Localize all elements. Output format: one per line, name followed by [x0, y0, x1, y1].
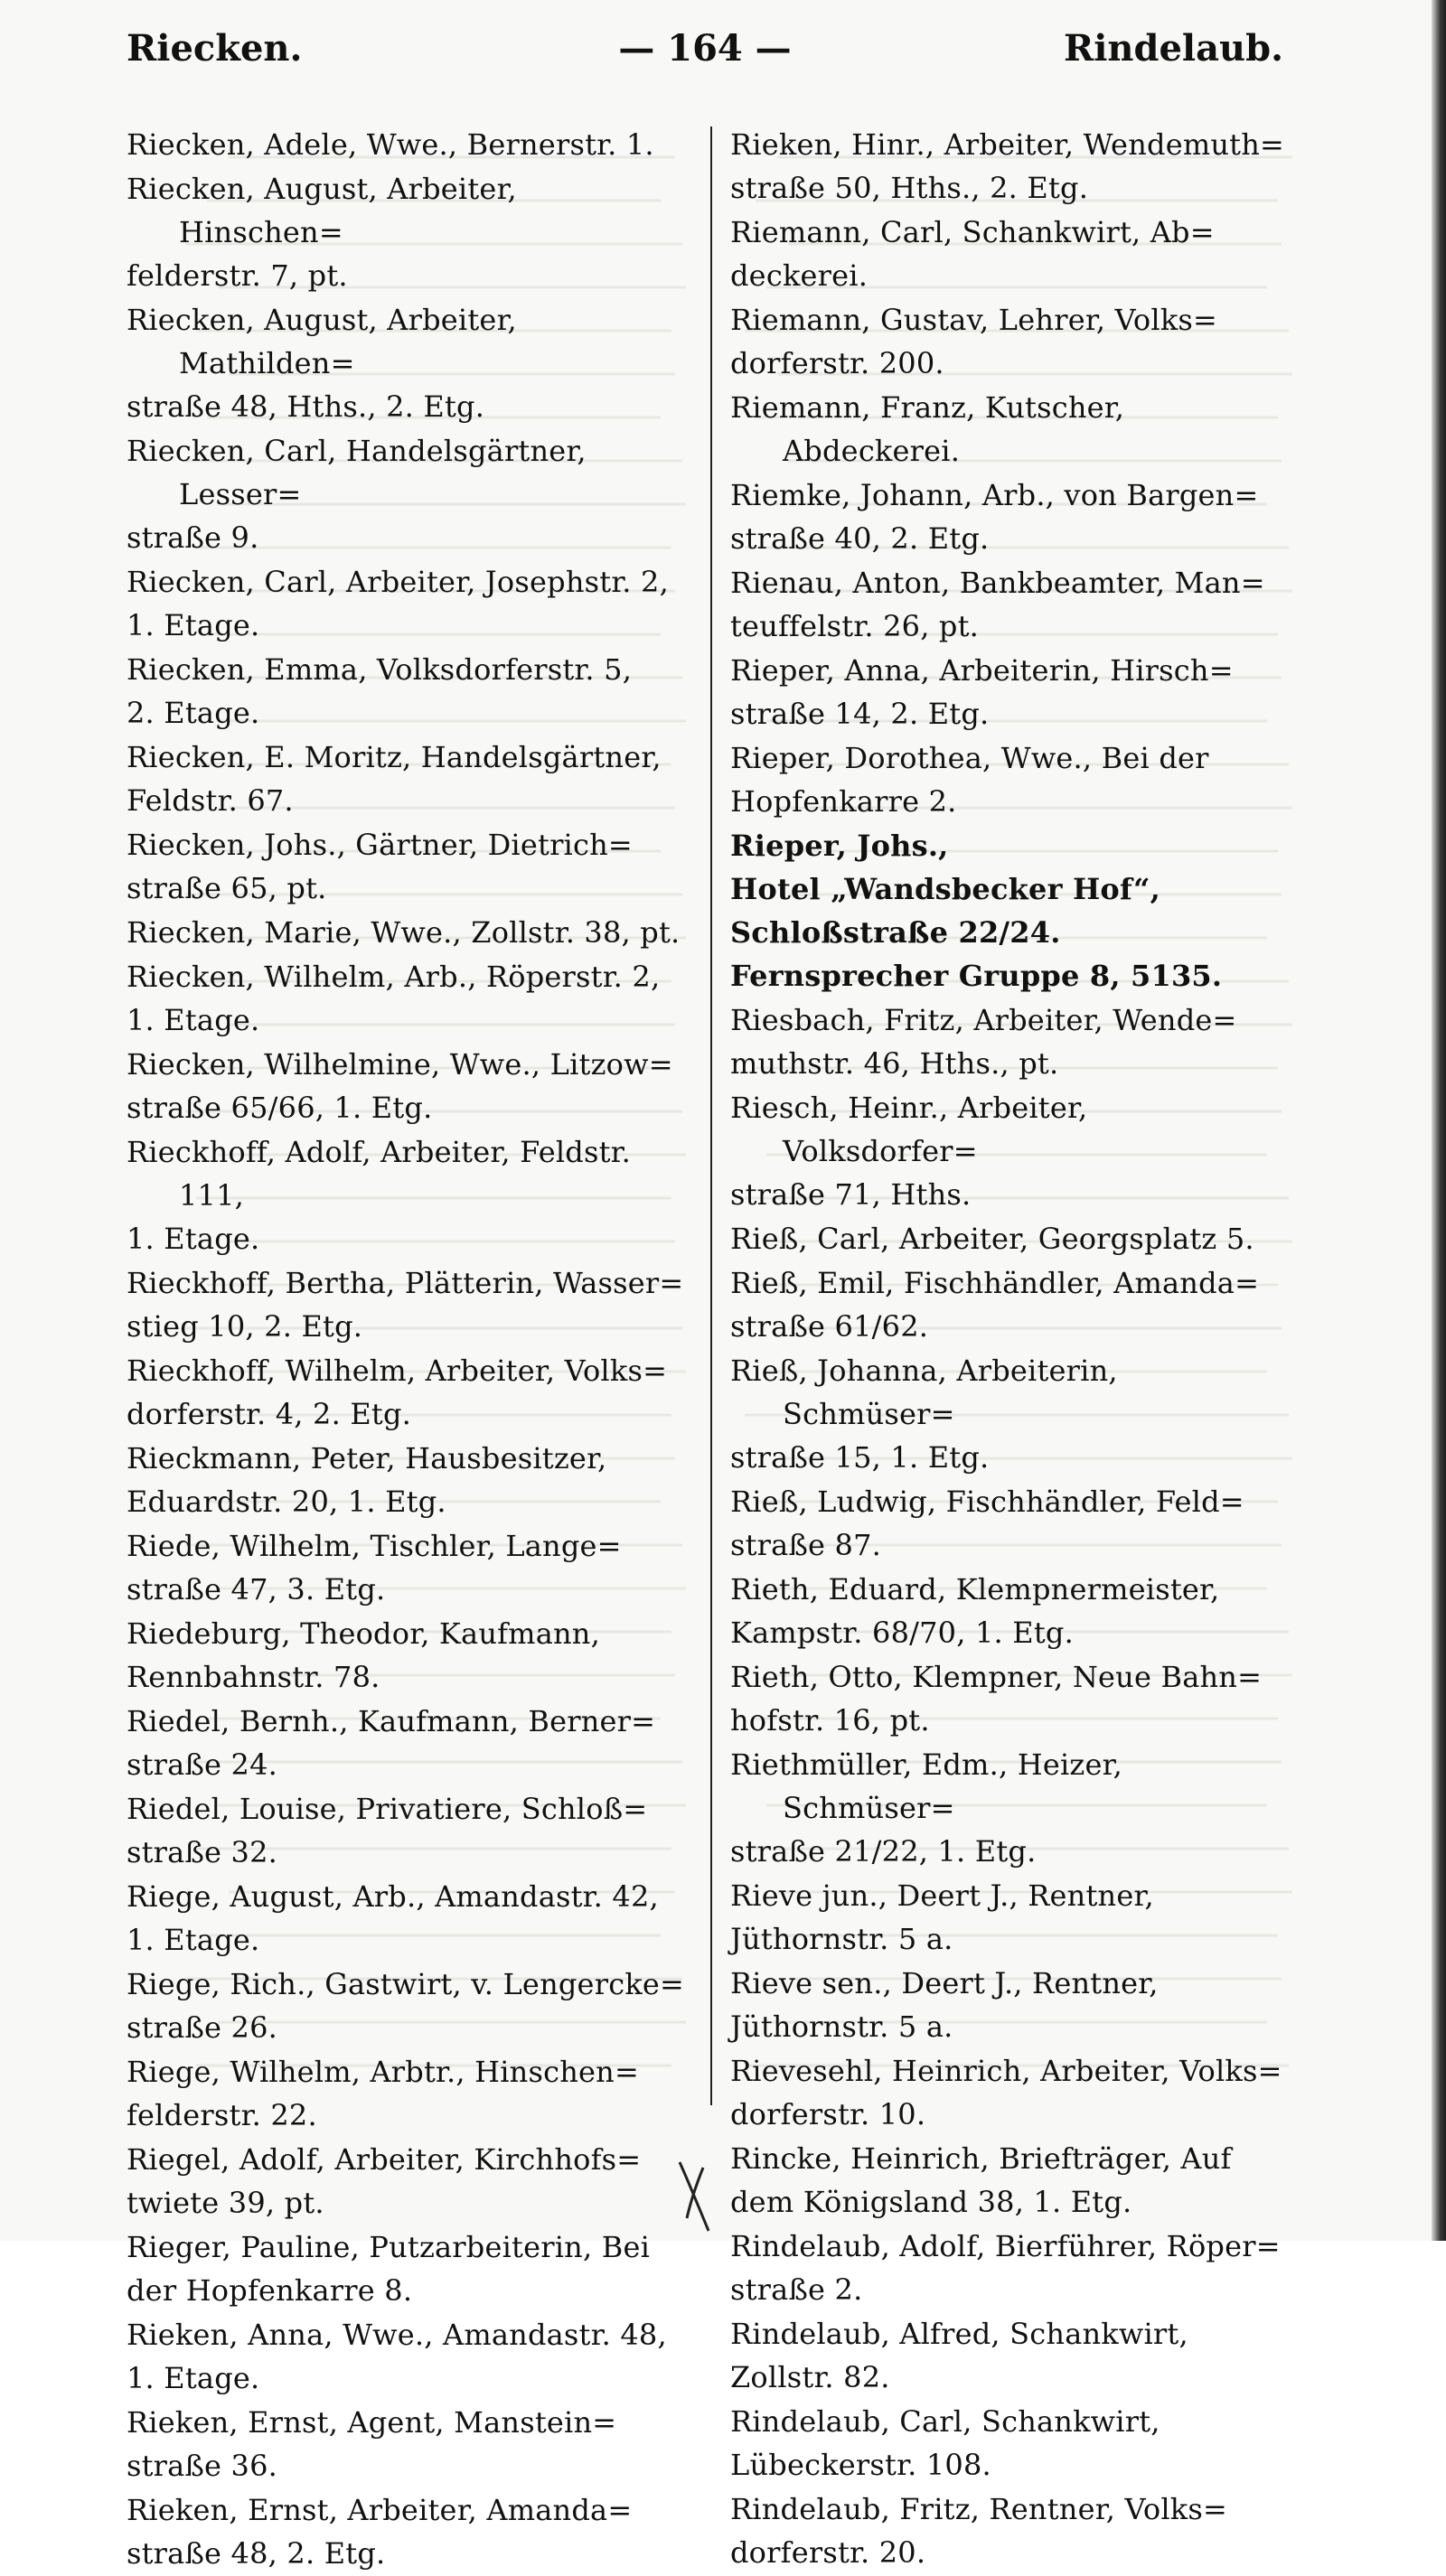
entry-line: straße 61/62. [730, 1309, 929, 1344]
directory-entry [127, 560, 687, 647]
directory-entry [127, 911, 687, 954]
entry-line: straße 50, Hths., 2. Etg. [730, 171, 1089, 205]
entry-line: Rieger, Pauline, Putzarbeiterin, Bei [127, 2230, 651, 2264]
directory-entry [127, 1437, 687, 1523]
entry-line: straße 32. [127, 1835, 278, 1869]
directory-entry [127, 2401, 687, 2487]
entry-line: hofstr. 16, pt. [730, 1703, 930, 1738]
directory-entry [730, 649, 1291, 735]
entry-line: Riegel, Adolf, Arbeiter, Kirchhofs= [127, 2142, 642, 2177]
directory-entry [730, 824, 1291, 998]
entry-line: Hotel „Wandsbecker Hof“, [730, 872, 1160, 906]
entry-line: Fernsprecher Gruppe 8, 5135. [730, 959, 1223, 993]
entry-line: straße 48, Hths., 2. Etg. [127, 389, 485, 424]
entry-line: 1. Etage. [127, 1923, 260, 1957]
directory-entry [127, 2313, 687, 2400]
directory-entry [730, 1655, 1291, 1742]
entry-line: Riesbach, Fritz, Arbeiter, Wende= [730, 1003, 1237, 1037]
directory-entry [730, 2225, 1291, 2311]
directory-entry [730, 473, 1291, 560]
directory-entry [127, 298, 687, 428]
directory-entry [730, 1568, 1291, 1654]
entry-line: Riecken, Emma, Volksdorferstr. 5, [127, 652, 633, 687]
entry-line: straße 14, 2. Etg. [730, 697, 990, 731]
entry-line: Rieken, Ernst, Arbeiter, Amanda= [127, 2493, 633, 2527]
directory-entry [730, 1217, 1291, 1260]
entry-line: Riedel, Bernh., Kaufmann, Berner= [127, 1704, 656, 1738]
header-left-catchword: Riecken. [127, 27, 303, 70]
entry-line: straße 65/66, 1. Etg. [127, 1091, 433, 1125]
entry-line: Rieken, Anna, Wwe., Amandastr. 48, [127, 2318, 667, 2352]
entry-line: straße 24. [127, 1747, 278, 1782]
entry-line: straße 15, 1. Etg. [730, 1440, 990, 1475]
entry-line: Riemann, Franz, Kutscher, Abdeckerei. [730, 390, 1125, 468]
entry-line: Rienau, Anton, Bankbeamter, Man= [730, 566, 1265, 600]
entry-line: muthstr. 46, Hths., pt. [730, 1046, 1059, 1081]
scan-edge-shadow [1432, 0, 1446, 2241]
entry-line: der Hopfenkarre 8. [127, 2273, 413, 2308]
entry-line: felderstr. 7, pt. [127, 258, 348, 293]
directory-entry [127, 2225, 687, 2312]
entry-line: Rieckmann, Peter, Hausbesitzer, [127, 1441, 607, 1475]
directory-entry [730, 2400, 1291, 2487]
entry-line: Riemke, Johann, Arb., von Bargen= [730, 478, 1259, 512]
directory-entry [730, 1743, 1291, 1873]
entry-line: straße 2. [730, 2272, 863, 2307]
entry-line: deckerei. [730, 258, 869, 293]
directory-entry [730, 211, 1291, 297]
entry-line: Riecken, Adele, Wwe., Bernerstr. 1. [127, 127, 654, 162]
entry-line: Rieth, Eduard, Klempnermeister, [730, 1572, 1220, 1606]
right-column [730, 123, 1291, 2575]
entry-line: twiete 39, pt. [127, 2186, 324, 2220]
directory-entry [730, 2312, 1291, 2399]
entry-line: straße 21/22, 1. Etg. [730, 1834, 1037, 1869]
directory-entry [127, 429, 687, 559]
entry-line: Rieß, Carl, Arbeiter, Georgsplatz 5. [730, 1222, 1254, 1256]
entry-line: Rieve jun., Deert J., Rentner, [730, 1878, 1154, 1913]
entry-line: Rindelaub, Carl, Schankwirt, [730, 2404, 1160, 2439]
entry-line: Jüthornstr. 5 a. [730, 1922, 953, 1956]
directory-entry [127, 823, 687, 910]
entry-line: Riethmüller, Edm., Heizer, Schmüser= [730, 1747, 1122, 1825]
entry-line: Riecken, Carl, Handelsgärtner, Lesser= [127, 434, 587, 511]
entry-line: straße 87. [730, 1528, 882, 1562]
directory-entry [730, 736, 1291, 823]
entry-line: felderstr. 22. [127, 2098, 317, 2132]
entry-line: Schloßstraße 22/24. [730, 915, 1061, 950]
entry-line: straße 65, pt. [127, 871, 327, 905]
entry-line: Riedel, Louise, Privatiere, Schloß= [127, 1792, 648, 1826]
entry-line: Rindelaub, Alfred, Schankwirt, [730, 2317, 1188, 2351]
entry-line: 1. Etage. [127, 1003, 260, 1037]
directory-entry [127, 1962, 687, 2049]
directory-entry [730, 1261, 1291, 1348]
header-right-catchword: Rindelaub. [1063, 27, 1283, 70]
entry-line: Rievesehl, Heinrich, Arbeiter, Volks= [730, 2054, 1282, 2088]
entry-line: straße 40, 2. Etg. [730, 521, 990, 556]
entry-line: Riecken, Wilhelmine, Wwe., Litzow= [127, 1047, 673, 1082]
entry-line: Riege, Wilhelm, Arbtr., Hinschen= [127, 2055, 640, 2089]
entry-line: dorferstr. 10. [730, 2097, 926, 2131]
directory-entry [127, 167, 687, 297]
entry-line: Riemann, Carl, Schankwirt, Ab= [730, 215, 1215, 249]
entry-line: Rincke, Heinrich, Briefträger, Auf [730, 2141, 1232, 2176]
entry-line: Lübeckerstr. 108. [730, 2448, 991, 2482]
entry-line: Rieckhoff, Adolf, Arbeiter, Feldstr. 111, [127, 1135, 632, 1213]
directory-entry [127, 648, 687, 735]
entry-line: 2. Etage. [127, 696, 260, 730]
entry-line: dorferstr. 20. [730, 2535, 926, 2570]
directory-entry [127, 1524, 687, 1611]
directory-entry [730, 1874, 1291, 1961]
entry-line: Feldstr. 67. [127, 783, 294, 818]
entry-line: Riedeburg, Theodor, Kaufmann, [127, 1616, 600, 1651]
entry-line: teuffelstr. 26, pt. [730, 609, 980, 643]
entry-line: straße 36. [127, 2449, 278, 2483]
directory-entry [730, 123, 1291, 210]
entry-line: Riecken, Wilhelm, Arb., Röperstr. 2, [127, 960, 661, 994]
entry-line: Riecken, August, Arbeiter, Mathilden= [127, 303, 517, 380]
entry-line: Eduardstr. 20, 1. Etg. [127, 1485, 446, 1519]
entry-line: Rennbahnstr. 78. [127, 1660, 380, 1694]
entry-line: Rieß, Ludwig, Fischhändler, Feld= [730, 1485, 1244, 1519]
directory-entry [730, 298, 1291, 385]
directory-entry [730, 2487, 1291, 2574]
entry-line: dorferstr. 4, 2. Etg. [127, 1397, 412, 1431]
directory-entry [127, 2488, 687, 2575]
entry-line: straße 48, 2. Etg. [127, 2536, 386, 2571]
entry-line: dorferstr. 200. [730, 346, 944, 380]
directory-entry [730, 1086, 1291, 1216]
entry-line: Riecken, Carl, Arbeiter, Josephstr. 2, [127, 565, 669, 599]
column-divider [710, 126, 712, 2105]
directory-entry [730, 386, 1291, 473]
directory-entry [127, 955, 687, 1042]
directory-entry [730, 561, 1291, 648]
entry-line: Hopfenkarre 2. [730, 784, 957, 819]
entry-line: 1. Etage. [127, 1222, 260, 1256]
directory-entry [730, 1349, 1291, 1479]
entry-line: dem Königsland 38, 1. Etg. [730, 2185, 1132, 2219]
directory-entry [127, 1875, 687, 1962]
entry-line: Riecken, Johs., Gärtner, Dietrich= [127, 828, 633, 862]
entry-line: Rieper, Anna, Arbeiterin, Hirsch= [730, 653, 1234, 688]
entry-line: straße 71, Hths. [730, 1177, 972, 1212]
entry-line: Rieken, Ernst, Agent, Manstein= [127, 2405, 617, 2440]
directory-entry [127, 2138, 687, 2225]
entry-line: Riesch, Heinr., Arbeiter, Volksdorfer= [730, 1091, 1088, 1168]
entry-line: Riemann, Gustav, Lehrer, Volks= [730, 303, 1218, 337]
entry-line: Jüthornstr. 5 a. [730, 2009, 953, 2044]
directory-entry [127, 1349, 687, 1436]
entry-line: Riecken, Marie, Wwe., Zollstr. 38, pt. [127, 915, 681, 950]
entry-line: Kampstr. 68/70, 1. Etg. [730, 1616, 1074, 1650]
directory-entry [127, 2050, 687, 2137]
directory-entry [730, 1480, 1291, 1567]
entry-line: Rieth, Otto, Klempner, Neue Bahn= [730, 1660, 1263, 1694]
directory-entry [127, 1261, 687, 1348]
directory-entry [127, 123, 687, 166]
entry-line: Rindelaub, Fritz, Rentner, Volks= [730, 2492, 1227, 2526]
entry-line: Rieckhoff, Wilhelm, Arbeiter, Volks= [127, 1354, 668, 1388]
entry-line: Rindelaub, Adolf, Bierführer, Röper= [730, 2229, 1281, 2263]
page-number: — 164 — [618, 27, 792, 70]
entry-line: 1. Etage. [127, 2361, 260, 2395]
directory-entry [730, 1962, 1291, 2048]
entry-line: straße 26. [127, 2010, 278, 2045]
entry-line: stieg 10, 2. Etg. [127, 1309, 363, 1344]
page-header [127, 27, 1283, 81]
entry-line: Riede, Wilhelm, Tischler, Lange= [127, 1529, 622, 1563]
directory-entry [127, 1612, 687, 1699]
entry-line: Rieper, Dorothea, Wwe., Bei der [730, 741, 1209, 775]
directory-entry [730, 998, 1291, 1085]
entry-line: Rieckhoff, Bertha, Plätterin, Wasser= [127, 1266, 684, 1300]
entry-line: Riecken, August, Arbeiter, Hinschen= [127, 172, 517, 249]
entry-line: Rieß, Emil, Fischhändler, Amanda= [730, 1266, 1260, 1300]
directory-entry [127, 1043, 687, 1129]
directory-entry [730, 2137, 1291, 2224]
entry-line: Rieper, Johs., [730, 829, 949, 863]
directory-entry [127, 1700, 687, 1786]
left-column [127, 123, 687, 2576]
entry-line: Rieken, Hinr., Arbeiter, Wendemuth= [730, 127, 1285, 162]
entry-line: Riege, August, Arb., Amandastr. 42, [127, 1879, 659, 1914]
entry-line: Rieve sen., Deert J., Rentner, [730, 1966, 1159, 2000]
directory-entry [127, 1130, 687, 1260]
entry-line: Rieß, Johanna, Arbeiterin, Schmüser= [730, 1354, 1118, 1431]
entry-line: straße 9. [127, 520, 259, 555]
entry-line: 1. Etage. [127, 608, 260, 642]
handwritten-mark [667, 2155, 721, 2236]
entry-line: Riecken, E. Moritz, Handelsgärtner, [127, 740, 662, 774]
directory-entry [730, 2049, 1291, 2136]
entry-line: Zollstr. 82. [730, 2360, 890, 2394]
directory-entry [127, 735, 687, 822]
entry-line: Riege, Rich., Gastwirt, v. Lengercke= [127, 1967, 685, 2001]
directory-entry [127, 1787, 687, 1874]
entry-line: straße 47, 3. Etg. [127, 1572, 386, 1606]
